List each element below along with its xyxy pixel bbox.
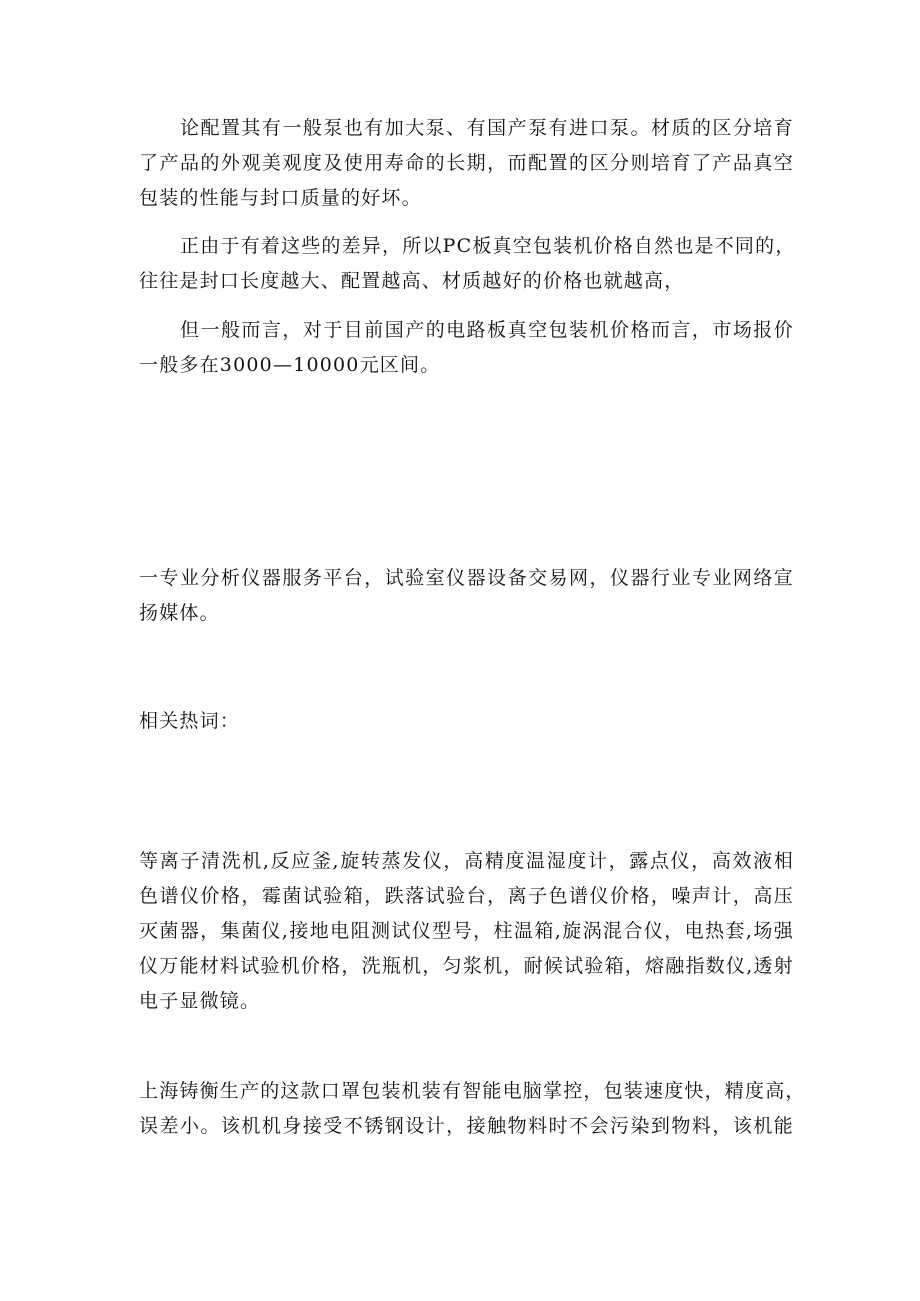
paragraph-line: 扬媒体。 — [139, 602, 220, 624]
paragraph-line: 一般多在3000—10000元区间。 — [139, 354, 441, 376]
paragraph-line: 灭菌器，集菌仪,接地电阻测试仪型号，柱温箱,旋涡混合仪，电热套,场强 — [139, 920, 794, 942]
paragraph-line: 正由于有着这些的差异，所以PC板真空包装机价格自然也是不同的， — [180, 235, 796, 257]
paragraph-line: 仪万能材料试验机价格，洗瓶机，匀浆机，耐候试验箱，熔融指数仪,透射 — [139, 955, 794, 977]
paragraph-line: 包装的性能与封口质量的好坏。 — [139, 187, 422, 209]
paragraph-line: 往往是封口长度越大、配置越高、材质越好的价格也就越高， — [139, 270, 685, 292]
paragraph-line: 电子显微镜。 — [139, 990, 261, 1012]
section-heading: 相关热词： — [139, 710, 241, 732]
paragraph-line: 等离子清洗机,反应釜,旋转蒸发仪，高精度温湿度计，露点仪，高效液相 — [139, 850, 794, 872]
paragraph-line: 但一般而言，对于目前国产的电路板真空包装机价格而言，市场报价 — [180, 319, 794, 341]
paragraph-line: 论配置其有一般泵也有加大泵、有国产泵有进口泵。材质的区分培育 — [180, 117, 794, 139]
paragraph-line: 误差小。该机机身接受不锈钢设计，接触物料时不会污染到物料，该机能 — [139, 1115, 794, 1137]
paragraph-line: 色谱仪价格，霉菌试验箱，跌落试验台，离子色谱仪价格，噪声计，高压 — [139, 885, 794, 907]
paragraph-line: 一专业分析仪器服务平台，试验室仪器设备交易网，仪器行业专业网络宣 — [139, 567, 794, 589]
paragraph-line: 了产品的外观美观度及使用寿命的长期，而配置的区分则培育了产品真空 — [139, 152, 794, 174]
paragraph-line: 上海铸衡生产的这款口罩包装机装有智能电脑掌控，包装速度快，精度高， — [139, 1080, 806, 1102]
